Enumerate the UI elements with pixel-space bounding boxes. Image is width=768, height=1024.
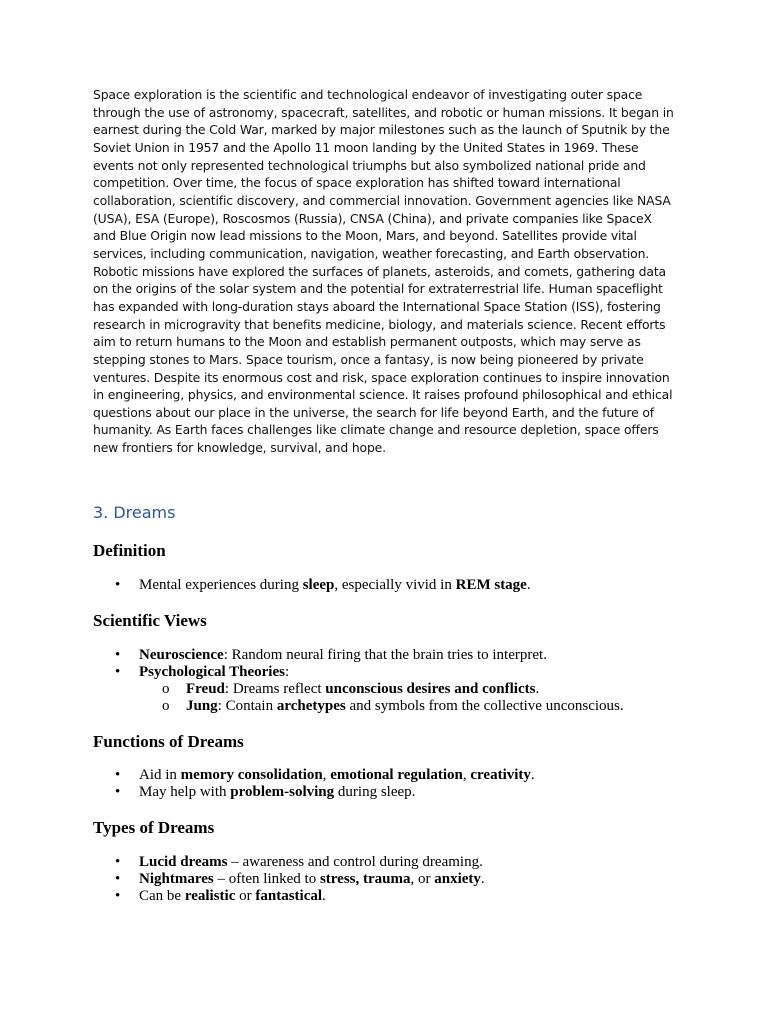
list-item: • Lucid dreams – awareness and control during dreaming.: [93, 854, 485, 871]
definition-heading: Definition: [93, 541, 166, 560]
functions-list: [93, 767, 535, 801]
definition-list: [93, 577, 531, 594]
sub-list-item: o Freud: Dreams reflect unconscious desires and conflicts.: [139, 681, 624, 698]
psychological-theories-sublist: [139, 681, 624, 715]
intro-paragraph: Space exploration is the scientific and technological endeavor of investigating outer space through the use of astronomy, spacecraft, satellites, and robotic or human missions. It began in earnest during the Cold War, marked by major milestones such as the launch of Sputnik by the Soviet Union in 1957 and the Apollo 11 moon landing by the United States in 1969. These events not only represented technological triumphs but also symbolized national pride and competition. Over time, the focus of space exploration has shifted toward international collaboration, scientific discovery, and commercial innovation. Government agencies like NASA (USA), ESA (Europe), Roscosmos (Russia), CNSA (China), and private companies like SpaceX and Blue Origin now lead missions to the Moon, Mars, and beyond. Satellites provide vital services, including communication, navigation, weather forecasting, and Earth observation. Robotic missions have explored the surfaces of planets, asteroids, and comets, gathering data on the origins of the solar system and the potential for extraterrestrial life. Human spaceflight has expanded with long-duration stays aboard the International Space Station (ISS), fostering research in microgravity that benefits medicine, biology, and materials science. Recent efforts aim to return humans to the Moon and establish permanent outposts, which may serve as stepping stones to Mars. Space tourism, once a fantasy, is now being pioneered by private ventures. Despite its enormous cost and risk, space exploration continues to inspire innovation in engineering, physics, and environmental science. It raises profound philosophical and ethical questions about our place in the universe, the search for life beyond Earth, and the future of humanity. As Earth faces challenges like climate change and resource depletion, space offers new frontiers for knowledge, survival, and hope.: [93, 87, 674, 456]
types-heading: Types of Dreams: [93, 818, 215, 837]
list-item: • Aid in memory consolidation, emotional regulation, creativity.: [93, 767, 535, 784]
list-item: • Nightmares – often linked to stress, trauma, or anxiety.: [93, 871, 485, 888]
section-heading-dreams: 3. Dreams: [93, 503, 176, 522]
list-item: • Mental experiences during sleep, especially vivid in REM stage.: [93, 577, 531, 594]
list-item: • May help with problem-solving during sleep.: [93, 784, 535, 801]
scientific-views-list: [93, 647, 624, 715]
list-item: • Neuroscience: Random neural firing that the brain tries to interpret.: [93, 647, 624, 664]
sub-list-item: o Jung: Contain archetypes and symbols from the collective unconscious.: [139, 698, 624, 715]
list-item: • Psychological Theories: o Freud: Dreams reflect unconscious desires and conflicts. o Jung: Contain archetypes and symbols from the collective unconscious.: [93, 664, 624, 715]
types-list: [93, 854, 485, 905]
list-item: • Can be realistic or fantastical.: [93, 888, 485, 905]
functions-heading: Functions of Dreams: [93, 732, 244, 751]
scientific-views-heading: Scientific Views: [93, 611, 207, 630]
